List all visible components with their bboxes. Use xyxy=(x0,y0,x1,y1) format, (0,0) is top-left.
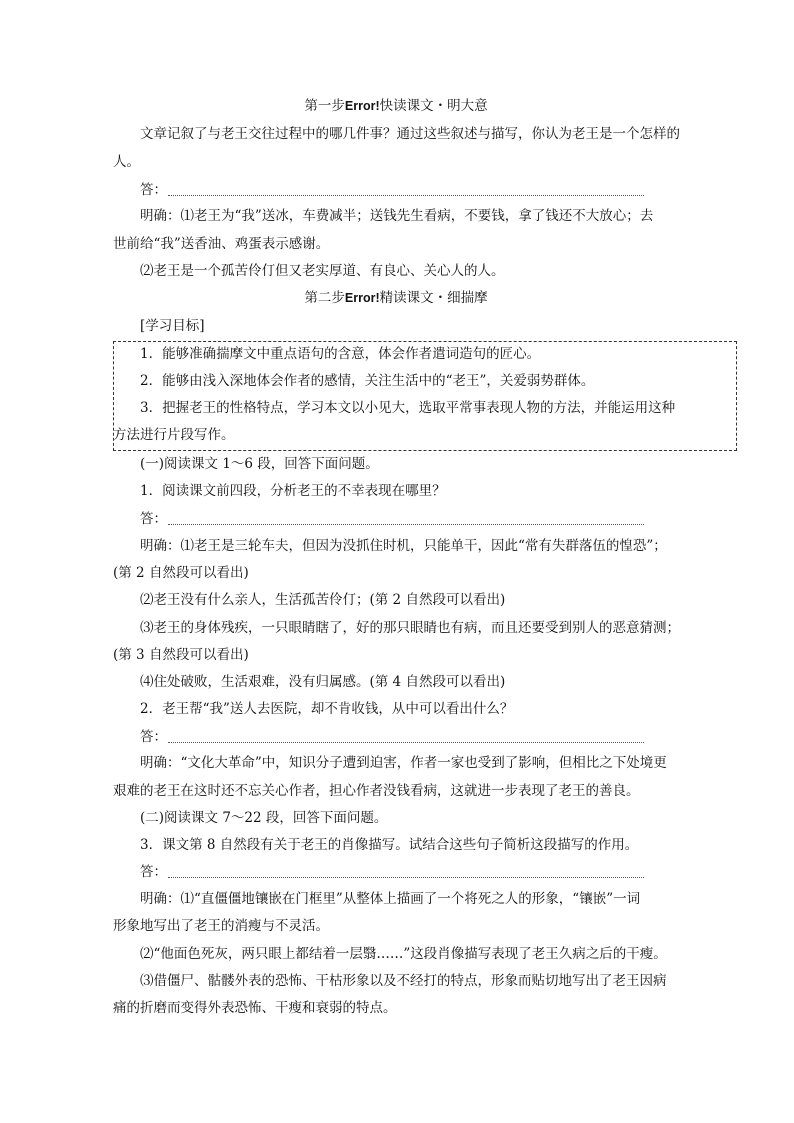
section1-heading xyxy=(113,96,679,116)
answer-3-line-3: ⑵“他面色死灰，两只眼上都结着一层翳……”这段肖像描写表现了老王久病之后的干瘦。 xyxy=(140,946,667,962)
answer-1-line-1: 明确：⑴老王是三轮车夫，但因为没抓住时机，只能单干，因此“常有失群落伍的惶恐”； xyxy=(140,538,667,554)
question-3: 3．课文第 8 自然段有关于老王的肖像描写。试结合这些句子简析这段描写的作用。 xyxy=(140,837,639,853)
answer-label: 答： xyxy=(140,864,167,880)
explain-line-2: 世前给“我”送香油、鸡蛋表示感谢。 xyxy=(113,236,330,252)
question-line-1: 文章记叙了与老王交往过程中的哪几件事？通过这些叙述与描写，你认为老王是一个怎样的 xyxy=(140,126,680,142)
heading-title: 快读课文・明大意 xyxy=(379,98,488,114)
answer-label: 答： xyxy=(140,729,167,745)
heading-prefix: 第一步 xyxy=(304,98,345,114)
answer-2-line-2: 艰难的老王在这时还不忘关心作者，担心作者没钱看病，这就进一步表现了老王的善良。 xyxy=(113,783,640,799)
answer-3-line-1: 明确：⑴“直僵僵地镶嵌在门框里”从整体上描画了一个将死之人的形象，“镶嵌”一词 xyxy=(140,891,641,907)
answer-3-line-5: 痛的折磨而变得外表恐怖、干瘦和衰弱的特点。 xyxy=(113,1000,397,1016)
answer-blank[interactable] xyxy=(168,524,644,525)
answer-label: 答： xyxy=(140,511,167,527)
answer-3-line-2: 形象地写出了老王的消瘦与不灵活。 xyxy=(113,918,329,934)
goal-2: 2．能够由浅入深地体会作者的感情，关注生活中的“老王”，关爱弱势群体。 xyxy=(140,373,595,389)
goals-label: [学习目标] xyxy=(140,318,205,334)
explain-line-1: 明确：⑴老王为“我”送冰，车费减半；送钱先生看病，不要钱，拿了钱还不大放心；去 xyxy=(140,208,654,224)
answer-blank[interactable] xyxy=(168,742,644,743)
section2-heading xyxy=(113,288,679,308)
answer-blank[interactable] xyxy=(168,877,644,878)
question-1: 1．阅读课文前四段，分析老王的不幸表现在哪里？ xyxy=(140,483,446,499)
answer-1-line-4: ⑶老王的身体残疾，一只眼睛瞎了，好的那只眼睛也有病，而且还要受到别人的恶意猜测； xyxy=(140,620,680,636)
goal-3-line-2: 方法进行片段写作。 xyxy=(113,427,235,443)
answer-label: 答： xyxy=(140,182,167,198)
heading-error-marker: Error! xyxy=(344,99,380,113)
part-1-heading: (一)阅读课文 1～6 段，回答下面问题。 xyxy=(140,456,379,472)
goal-1: 1．能够准确揣摩文中重点语句的含意，体会作者遣词造句的匠心。 xyxy=(140,346,541,362)
answer-blank[interactable] xyxy=(168,195,644,196)
question-line-2: 人。 xyxy=(113,154,140,170)
part-2-heading: (二)阅读课文 7～22 段，回答下面问题。 xyxy=(140,810,388,826)
answer-1-line-5: (第 3 自然段可以看出) xyxy=(113,647,249,663)
heading-error-marker: Error! xyxy=(344,291,380,305)
answer-1-line-3: ⑵老王没有什么亲人，生活孤苦伶仃；(第 2 自然段可以看出) xyxy=(140,592,506,608)
answer-2-line-1: 明确：“文化大革命”中，知识分子遭到迫害，作者一家也受到了影响，但相比之下处境更 xyxy=(140,755,667,771)
answer-1-line-6: ⑷住处破败，生活艰难，没有归属感。(第 4 自然段可以看出) xyxy=(140,674,506,690)
answer-1-line-2: (第 2 自然段可以看出) xyxy=(113,565,249,581)
explain-line-3: ⑵老王是一个孤苦伶仃但又老实厚道、有良心、关心人的人。 xyxy=(140,263,505,279)
heading-title: 精读课文・细揣摩 xyxy=(379,290,488,306)
goal-3-line-1: 3．把握老王的性格特点，学习本文以小见大，选取平常事表现人物的方法，并能运用这种 xyxy=(140,400,676,416)
heading-prefix: 第二步 xyxy=(304,290,345,306)
question-2: 2．老王帮“我”送人去医院，却不肯收钱，从中可以看出什么？ xyxy=(140,701,514,717)
answer-3-line-4: ⑶借僵尸、骷髅外表的恐怖、干枯形象以及不经打的特点，形象而贴切地写出了老王因病 xyxy=(140,973,667,989)
